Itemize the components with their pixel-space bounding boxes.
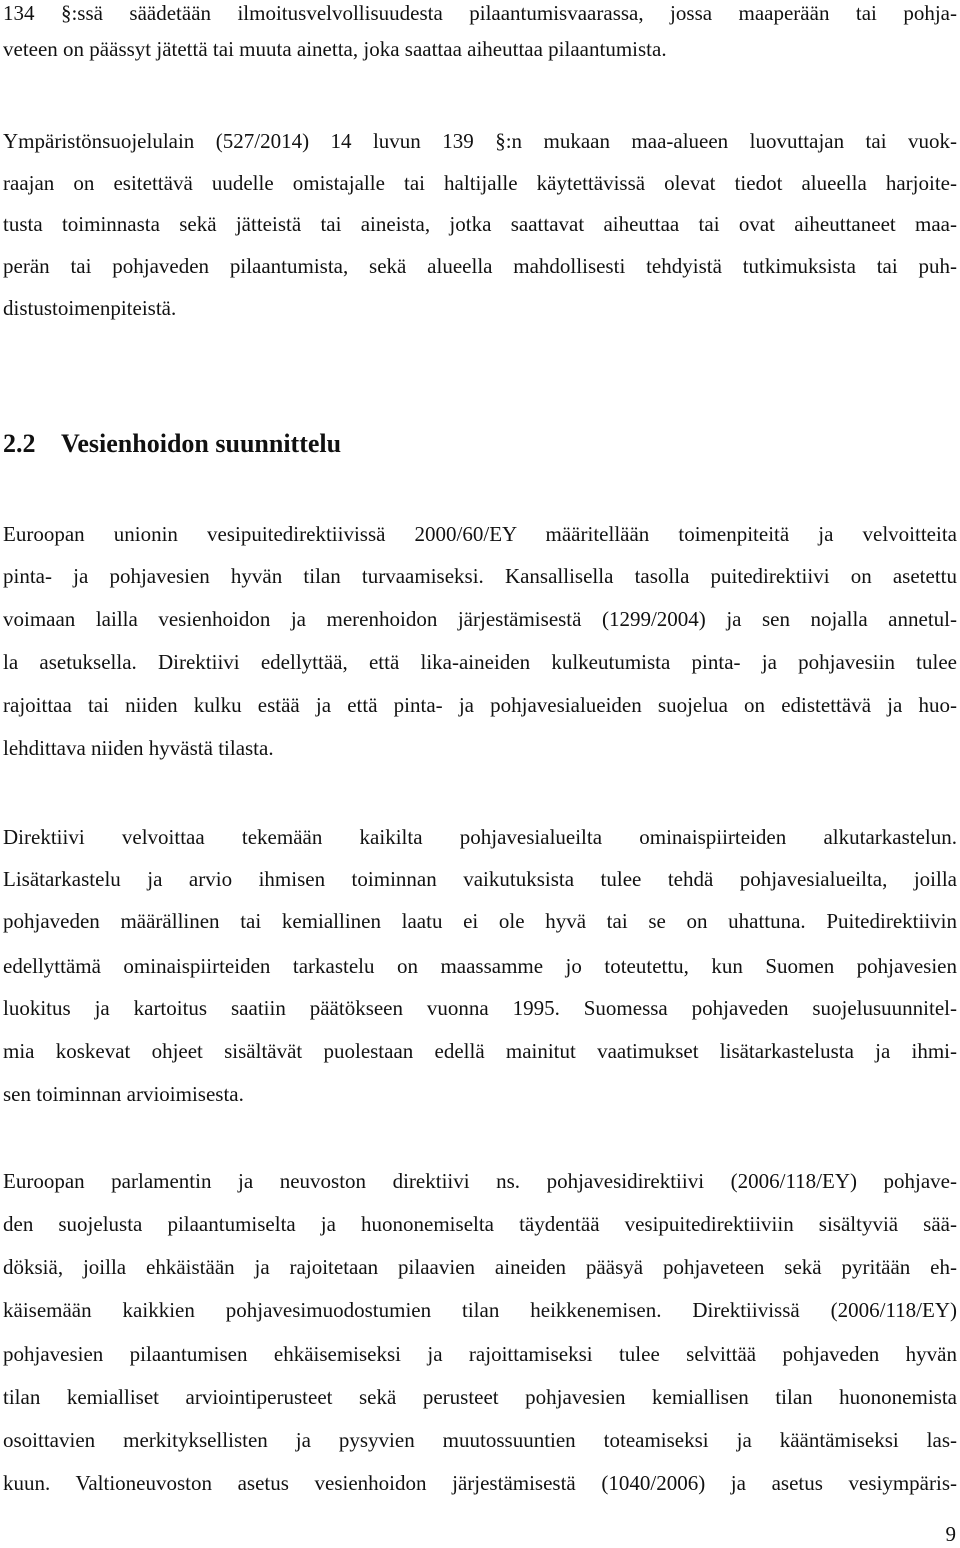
paragraph-2-line-3: tusta toiminnasta sekä jätteistä tai aineista, jotka saattavat aiheuttaa tai ovat aiheuttaneet maa- (3, 212, 957, 236)
paragraph-5-line-2: den suojelusta pilaantumiselta ja huononemiselta täydentää vesipuitedirektiiviin sisältyviä sää- (3, 1212, 957, 1236)
paragraph-4-line-6: mia koskevat ohjeet sisältävät puolestaan edellä mainitut vaatimukset lisätarkastelusta ja ihmi- (3, 1039, 957, 1063)
paragraph-5-line-5: pohjavesien pilaantumisen ehkäisemiseksi ja rajoittamiseksi tulee selvittää pohjaveden hyvän (3, 1342, 957, 1366)
paragraph-4-line-7: sen toiminnan arvioimisesta. (3, 1082, 244, 1106)
page-number: 9 (945, 1522, 956, 1546)
paragraph-1-line-2: veteen on päässyt jätettä tai muuta ainetta, joka saattaa aiheuttaa pilaantumista. (3, 37, 667, 61)
paragraph-3-line-1: Euroopan unionin vesipuitedirektiivissä 2000/60/EY määritellään toimenpiteitä ja velvoitteita (3, 522, 957, 546)
paragraph-2-line-1: Ympäristönsuojelulain (527/2014) 14 luvun 139 §:n mukaan maa-alueen luovuttajan tai vuok- (3, 129, 957, 153)
paragraph-5-line-7: osoittavien merkityksellisten ja pysyvien muutossuuntien toteamiseksi ja kääntämiseksi las- (3, 1428, 957, 1452)
paragraph-4-line-3: pohjaveden määrällinen tai kemiallinen laatu ei ole hyvä tai se on uhattuna. Puitedirektiivin (3, 909, 957, 933)
paragraph-4-line-4: edellyttämä ominaispiirteiden tarkastelu on maassamme jo toteutettu, kun Suomen pohjavesien (3, 954, 957, 978)
paragraph-5-line-3: döksiä, joilla ehkäistään ja rajoitetaan pilaavien aineiden pääsyä pohjaveteen sekä pyritään eh- (3, 1255, 957, 1279)
section-number: 2.2 (3, 429, 36, 458)
paragraph-5-line-4: käisemään kaikkien pohjavesimuodostumien tilan heikkenemisen. Direktiivissä (2006/118/EY) (3, 1298, 957, 1322)
paragraph-2-line-4: perän tai pohjaveden pilaantumista, sekä alueella mahdollisesti tehdyistä tutkimuksista tai puh- (3, 254, 957, 278)
paragraph-5-line-1: Euroopan parlamentin ja neuvoston direktiivi ns. pohjavesidirektiivi (2006/118/EY) pohjave- (3, 1169, 957, 1193)
section-heading (3, 427, 341, 461)
paragraph-2-line-2: raajan on esitettävä uudelle omistajalle tai haltijalle käytettävissä olevat tiedot alueella harjoite- (3, 171, 957, 195)
paragraph-4-line-5: luokitus ja kartoitus saatiin päätökseen vuonna 1995. Suomessa pohjaveden suojelusuunnitel- (3, 996, 957, 1020)
paragraph-2-line-5: distustoimenpiteistä. (3, 296, 177, 320)
paragraph-3-line-3: voimaan lailla vesienhoidon ja merenhoidon järjestämisestä (1299/2004) ja sen nojalla annetul- (3, 607, 957, 631)
paragraph-4-line-1: Direktiivi velvoittaa tekemään kaikilta pohjavesialueilta ominaispiirteiden alkutarkastelun. (3, 825, 957, 849)
paragraph-5-line-6: tilan kemialliset arviointiperusteet sekä perusteet pohjavesien kemiallisen tilan huononemista (3, 1385, 957, 1409)
paragraph-3-line-4: la asetuksella. Direktiivi edellyttää, että lika-aineiden kulkeutumista pinta- ja pohjavesiin tulee (3, 650, 957, 674)
paragraph-4-line-2: Lisätarkastelu ja arvio ihmisen toiminnan vaikutuksista tulee tehdä pohjavesialueilta, joilla (3, 867, 957, 891)
paragraph-1-line-1: 134 §:ssä säädetään ilmoitusvelvollisuudesta pilaantumisvaarassa, jossa maaperään tai pohja- (3, 1, 957, 25)
paragraph-3-line-5: rajoittaa tai niiden kulku estää ja että pinta- ja pohjavesialueiden suojelua on edistettävä ja huo- (3, 693, 957, 717)
paragraph-5-line-8: kuun. Valtioneuvoston asetus vesienhoidon järjestämisestä (1040/2006) ja asetus vesiympäris- (3, 1471, 957, 1495)
paragraph-3-line-2: pinta- ja pohjavesien hyvän tilan turvaamiseksi. Kansallisella tasolla puitedirektiivi on asetettu (3, 564, 957, 588)
section-title: Vesienhoidon suunnittelu (61, 429, 342, 458)
paragraph-3-line-6: lehdittava niiden hyvästä tilasta. (3, 736, 274, 760)
